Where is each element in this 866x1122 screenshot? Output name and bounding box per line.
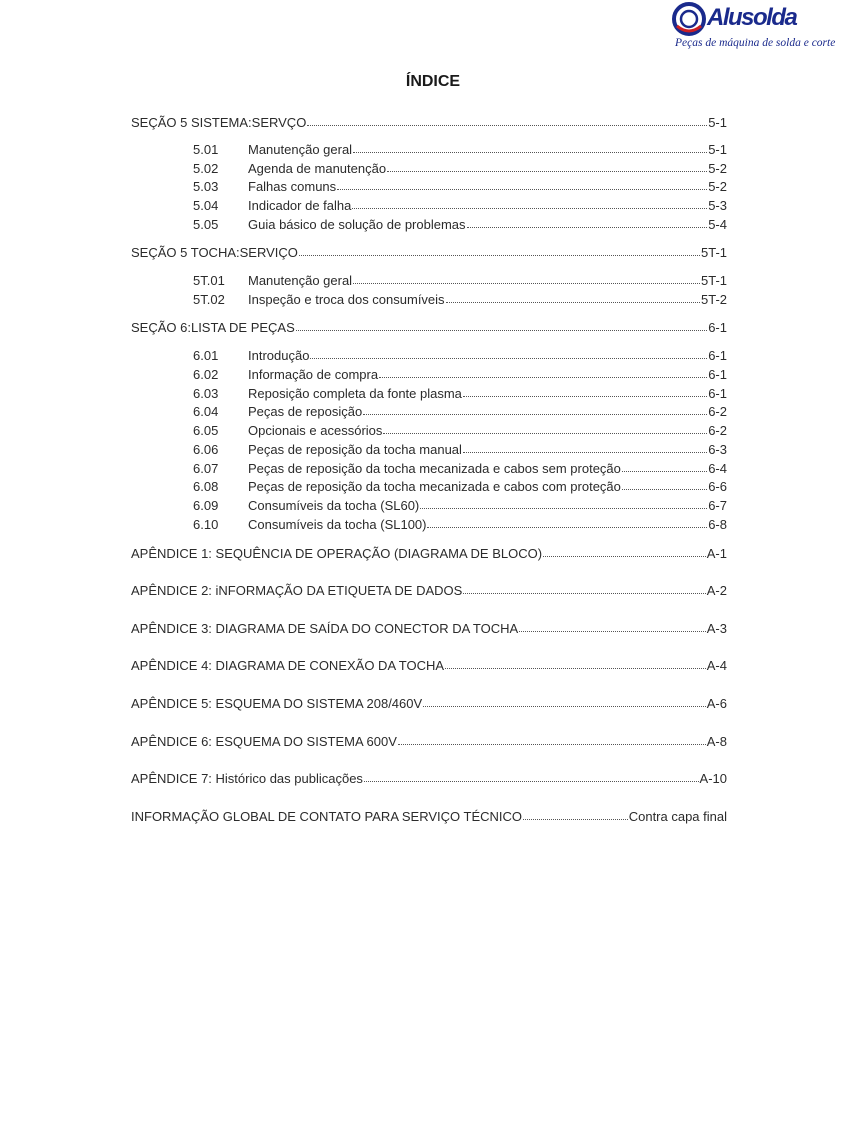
toc-page-number: 5-4 [708, 217, 727, 232]
toc-page-number: 5T-2 [700, 292, 727, 307]
toc-subentry[interactable] [193, 367, 727, 383]
dot-leader [543, 545, 706, 557]
dot-leader [353, 141, 707, 153]
toc-page-number: 6-8 [708, 517, 727, 532]
toc-entry-number: 5.03 [193, 179, 219, 194]
toc-entry-label: Manutenção geral [248, 273, 353, 288]
brand-name: Alusolda [707, 4, 797, 31]
toc-entry-label: Reposição completa da fonte plasma [248, 386, 462, 401]
dot-leader [379, 366, 707, 378]
toc-subentry[interactable] [193, 442, 727, 458]
toc-page-number: 6-1 [708, 348, 727, 363]
toc-page-number: A-3 [706, 621, 727, 636]
toc-page-number: 5-2 [708, 179, 727, 194]
toc-page-number: A-2 [706, 583, 727, 598]
dot-leader [420, 497, 707, 509]
brand-logo [672, 2, 836, 52]
toc-entry-number: 6.09 [193, 498, 219, 513]
toc-page-number: 5T-1 [700, 273, 727, 288]
toc-entry-number: 6.10 [193, 517, 219, 532]
toc-entry-label: Falhas comuns [248, 179, 337, 194]
toc-entry-number: 5T.02 [193, 292, 225, 307]
dot-leader [296, 319, 707, 331]
toc-section-entry[interactable] [131, 245, 727, 261]
toc-subentry[interactable] [193, 461, 727, 477]
toc-entry-number: 6.07 [193, 461, 219, 476]
toc-page-number: 6-4 [708, 461, 727, 476]
toc-section-entry[interactable] [131, 734, 727, 750]
toc-subentry[interactable] [193, 348, 727, 364]
dot-leader [463, 385, 707, 397]
toc-entry-number: 5.05 [193, 217, 219, 232]
toc-entry-label: Peças de reposição da tocha mecanizada e cabos sem proteção [248, 461, 621, 476]
toc-page-number: 6-6 [708, 479, 727, 494]
toc-entry-number: 6.02 [193, 367, 219, 382]
toc-entry-label: Consumíveis da tocha (SL100) [248, 517, 427, 532]
toc-subentry[interactable] [193, 273, 727, 289]
toc-subentry[interactable] [193, 292, 727, 308]
toc-subentry[interactable] [193, 386, 727, 402]
toc-entry-label: APÊNDICE 6: ESQUEMA DO SISTEMA 600V [131, 734, 397, 749]
toc-section-entry[interactable] [131, 320, 727, 336]
toc-page-number: 6-1 [708, 386, 727, 401]
dot-leader [622, 460, 707, 472]
toc-section-entry[interactable] [131, 658, 727, 674]
toc-page-number: 6-2 [708, 423, 727, 438]
toc-entry-label: Guia básico de solução de problemas [248, 217, 466, 232]
dot-leader [423, 695, 706, 707]
dot-leader [352, 197, 707, 209]
toc-entry-label: Peças de reposição da tocha mecanizada e cabos com proteção [248, 479, 621, 494]
toc-entry-label: Consumíveis da tocha (SL60) [248, 498, 420, 513]
toc-entry-label: APÊNDICE 4: DIAGRAMA DE CONEXÃO DA TOCHA [131, 658, 445, 673]
toc-entry-label: APÊNDICE 1: SEQUÊNCIA DE OPERAÇÃO (DIAGRAMA DE BLOCO) [131, 546, 543, 561]
toc-subentry[interactable] [193, 517, 727, 533]
dot-leader [383, 422, 707, 434]
toc-page-number: 6-3 [708, 442, 727, 457]
toc-page-number: A-1 [706, 546, 727, 561]
toc-entry-number: 5.04 [193, 198, 219, 213]
dot-leader [398, 733, 706, 745]
toc-subentry[interactable] [193, 161, 727, 177]
toc-page-number: 6-1 [708, 367, 727, 382]
toc-section-entry[interactable] [131, 696, 727, 712]
toc-subentry[interactable] [193, 423, 727, 439]
toc-entry-label: APÊNDICE 2: iNFORMAÇÃO DA ETIQUETA DE DADOS [131, 583, 463, 598]
toc-entry-label: SEÇÃO 5 SISTEMA:SERVÇO [131, 115, 307, 130]
toc-section-entry[interactable] [131, 546, 727, 562]
toc-page-number: 5-1 [708, 115, 727, 130]
toc-entry-label: Introdução [248, 348, 310, 363]
toc-section-entry[interactable] [131, 809, 727, 825]
toc-subentry[interactable] [193, 217, 727, 233]
toc-entry-number: 5.01 [193, 142, 219, 157]
toc-entry-label: APÊNDICE 3: DIAGRAMA DE SAÍDA DO CONECTOR DA TOCHA [131, 621, 519, 636]
toc-entry-number: 6.04 [193, 404, 219, 419]
toc-subentry[interactable] [193, 479, 727, 495]
dot-leader [307, 114, 707, 126]
toc-entry-number: 5.02 [193, 161, 219, 176]
toc-entry-label: Peças de reposição da tocha manual [248, 442, 462, 457]
toc-entry-number: 5T.01 [193, 273, 225, 288]
toc-subentry[interactable] [193, 179, 727, 195]
toc-entry-label: Inspeção e troca dos consumíveis [248, 292, 445, 307]
toc-entry-number: 6.01 [193, 348, 219, 363]
toc-entry-label: Agenda de manutenção [248, 161, 387, 176]
dot-leader [446, 291, 700, 303]
toc-entry-label: Peças de reposição [248, 404, 363, 419]
brand-tagline: Peças de máquina de solda e corte [675, 37, 836, 49]
toc-page-number: A-4 [706, 658, 727, 673]
page-title: ÍNDICE [405, 73, 461, 90]
dot-leader [445, 657, 706, 669]
toc-page-number: A-8 [706, 734, 727, 749]
toc-section-entry[interactable] [131, 115, 727, 131]
toc-page-number: 5-3 [708, 198, 727, 213]
toc-page-number: 5-2 [708, 161, 727, 176]
dot-leader [363, 403, 707, 415]
toc-page-number: 6-7 [708, 498, 727, 513]
dot-leader [387, 160, 707, 172]
toc-section-entry[interactable] [131, 621, 727, 637]
toc-entry-label: APÊNDICE 5: ESQUEMA DO SISTEMA 208/460V [131, 696, 423, 711]
toc-entry-label: Informação de compra [248, 367, 379, 382]
toc-subentry[interactable] [193, 404, 727, 420]
toc-entry-number: 6.05 [193, 423, 219, 438]
toc-page-number: A-6 [706, 696, 727, 711]
toc-entry-number: 6.08 [193, 479, 219, 494]
dot-leader [519, 620, 706, 632]
toc-subentry[interactable] [193, 498, 727, 514]
dot-leader [467, 216, 708, 228]
toc-entry-label: INFORMAÇÃO GLOBAL DE CONTATO PARA SERVIÇO TÉCNICO [131, 809, 523, 824]
dot-leader [364, 770, 699, 782]
toc-page-number: Contra capa final [628, 809, 727, 824]
toc-page-number: 5T-1 [700, 245, 727, 260]
dot-leader [463, 441, 707, 453]
toc-section-entry[interactable] [131, 583, 727, 599]
toc-page-number: A-10 [699, 771, 727, 786]
toc-entry-label: Indicador de falha [248, 198, 352, 213]
toc-page-number: 6-2 [708, 404, 727, 419]
toc-subentry[interactable] [193, 142, 727, 158]
dot-leader [299, 244, 700, 256]
dot-leader [353, 272, 700, 284]
toc-page-number: 5-1 [708, 142, 727, 157]
toc-entry-number: 6.03 [193, 386, 219, 401]
toc-entry-label: Manutenção geral [248, 142, 353, 157]
toc-entry-label: SEÇÃO 6:LISTA DE PEÇAS [131, 320, 295, 335]
toc-entry-label: APÊNDICE 7: Histórico das publicações [131, 771, 363, 786]
dot-leader [427, 516, 707, 528]
dot-leader [337, 178, 707, 190]
toc-entry-number: 6.06 [193, 442, 219, 457]
toc-page-number: 6-1 [708, 320, 727, 335]
dot-leader [622, 478, 707, 490]
dot-leader [463, 582, 705, 594]
alusolda-logo-icon [672, 2, 708, 38]
toc-subentry[interactable] [193, 198, 727, 214]
toc-entry-label: SEÇÃO 5 TOCHA:SERVIÇO [131, 245, 298, 260]
toc-section-entry[interactable] [131, 771, 727, 787]
toc-entry-label: Opcionais e acessórios [248, 423, 383, 438]
dot-leader [310, 347, 707, 359]
dot-leader [523, 808, 628, 820]
